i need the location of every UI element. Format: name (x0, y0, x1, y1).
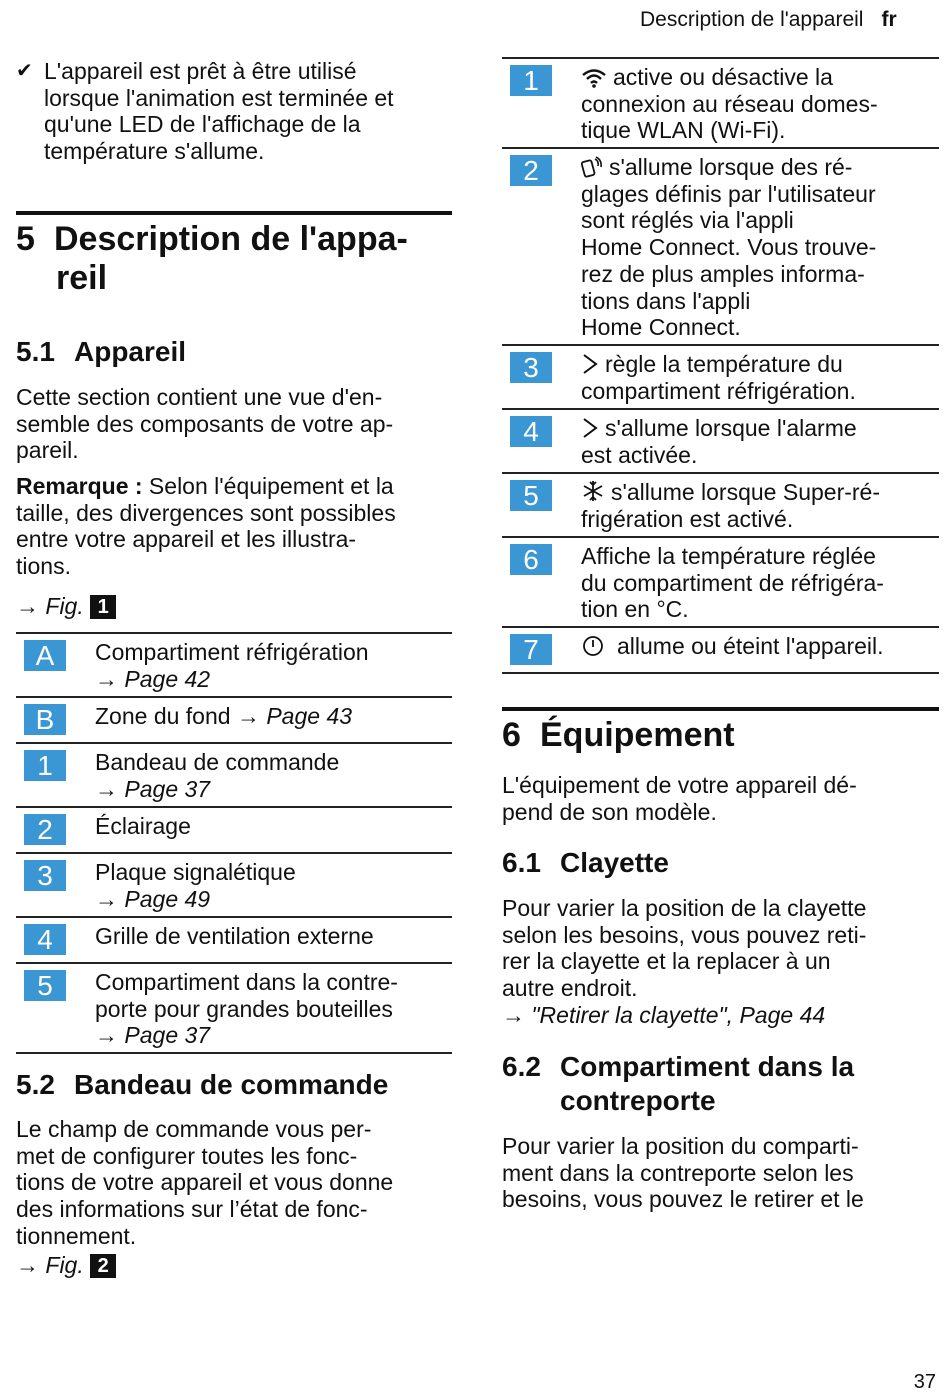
key-badge: 4 (24, 924, 66, 955)
table-row (502, 626, 939, 672)
table-row (502, 57, 939, 147)
row-text[interactable]: Zone du fond → Page 43 (95, 703, 353, 729)
table-row (16, 852, 452, 916)
key-badge: 6 (510, 544, 552, 575)
section-number: 5 (16, 220, 35, 258)
subsection-5-2-heading (16, 1068, 452, 1102)
text-line: met de configurer toutes les fonc- (16, 1142, 358, 1169)
text-line: Cette section contient une vue d'en- (16, 384, 383, 410)
snowflake-icon (581, 479, 605, 503)
page-link[interactable]: → Page 42 (95, 665, 211, 692)
table-row (16, 962, 452, 1052)
text-line: Selon l'équipement et la (142, 473, 394, 499)
row-text: frigération est activé. (581, 505, 794, 532)
text-line: pareil. (16, 437, 79, 464)
door-compartment-paragraph (502, 1133, 939, 1213)
key-badge: 4 (510, 416, 552, 447)
key-badge: 5 (510, 480, 552, 511)
text-line: besoins, vous pouvez le retirer et le (502, 1186, 864, 1213)
key-badge: 1 (510, 65, 552, 96)
subsection-title: Compartiment dans la (560, 1051, 855, 1082)
key-badge: 3 (24, 860, 66, 891)
app-icon (581, 156, 603, 178)
row-text: active ou désactive la (613, 64, 833, 90)
fig-number-badge: 1 (90, 595, 116, 619)
subsection-6-2-heading (502, 1050, 939, 1118)
row-text: glages définis par l'utilisateur (581, 180, 876, 207)
note-label: Remarque : (16, 473, 143, 499)
table-row (502, 344, 939, 408)
page-link[interactable]: → Page 37 (95, 775, 211, 802)
table-row (16, 632, 452, 696)
table-row (502, 147, 939, 344)
row-text: connexion au réseau domes- (581, 90, 878, 117)
row-text: Home Connect. (581, 314, 741, 341)
text-line: selon les besoins, vous pouvez reti- (502, 921, 867, 948)
row-text: du compartiment de réfrigéra- (581, 569, 884, 596)
text-line: Le champ de commande vous per- (16, 1116, 372, 1142)
row-text: allume ou éteint l'appareil. (617, 633, 884, 659)
row-text: Bandeau de commande (95, 749, 340, 775)
text-line: des informations sur l’état de fonc- (16, 1196, 368, 1223)
table-row (502, 408, 939, 472)
text-line: tions de votre appareil et vous donne (16, 1169, 394, 1196)
section-rule (16, 211, 452, 215)
subsection-title: Appareil (74, 336, 187, 367)
figure-reference[interactable] (16, 593, 452, 620)
row-text: tique WLAN (Wi-Fi). (581, 117, 786, 144)
page-link[interactable]: → Page 49 (95, 885, 211, 912)
controls-table (502, 57, 939, 674)
row-text: Home Connect. Vous trouve- (581, 234, 877, 261)
fig-label: Fig. (45, 593, 84, 619)
control-panel-paragraph (16, 1116, 452, 1250)
row-text: s'allume lorsque Super-ré- (611, 479, 881, 505)
text-line: taille, des divergences sont possibles (16, 499, 396, 526)
arrow-icon: → (16, 593, 39, 619)
power-icon (581, 635, 605, 657)
key-badge: B (24, 704, 66, 735)
row-text: s'allume lorsque des ré- (609, 154, 853, 180)
note-paragraph (16, 473, 452, 580)
table-row (502, 472, 939, 536)
text-line: Pour varier la position de la clayette (502, 895, 867, 921)
subsection-title-cont: contreporte (560, 1085, 716, 1116)
ready-check-item (16, 58, 452, 165)
subsection-5-1-heading (16, 335, 452, 369)
text-line: ment dans la contreporte selon les (502, 1159, 854, 1186)
section-title-cont: reil (56, 259, 108, 297)
section-number: 6 (502, 716, 521, 754)
row-text: tions dans l'appli (581, 287, 751, 314)
text-line: pend de son modèle. (502, 798, 717, 825)
fig-label: Fig. (45, 1252, 84, 1278)
text-line: Pour varier la position du comparti- (502, 1133, 859, 1159)
shelf-paragraph (502, 895, 939, 1029)
text-line: semble des composants de votre ap- (16, 410, 394, 437)
row-text: est activée. (581, 441, 698, 468)
text-line: lorsque l'animation est terminée et (44, 84, 394, 111)
page-number: 37 (913, 1371, 936, 1393)
subsection-number: 6.2 (502, 1051, 541, 1082)
table-row (16, 742, 452, 806)
key-badge: 2 (510, 155, 552, 186)
text-line: tionnement. (16, 1222, 137, 1249)
language-code: fr (881, 8, 897, 31)
running-header (640, 8, 940, 32)
key-badge: 1 (24, 750, 66, 781)
subsection-title: Clayette (560, 847, 669, 878)
row-text: Grille de ventilation externe (95, 923, 374, 949)
key-badge: 7 (510, 634, 552, 665)
figure-reference[interactable] (16, 1252, 452, 1279)
row-text: s'allume lorsque l'alarme (605, 415, 857, 441)
key-badge: 3 (510, 352, 552, 383)
text-line: L'équipement de votre appareil dé- (502, 772, 857, 798)
table-row (502, 536, 939, 626)
header-title: Description de l'appareil (640, 8, 864, 31)
wifi-icon (581, 68, 607, 88)
text-line: tions. (16, 553, 71, 580)
key-badge: 5 (24, 970, 66, 1001)
text-line: rer la clayette et la replacer à un (502, 948, 831, 975)
key-badge: A (24, 640, 66, 671)
row-text: compartiment réfrigération. (581, 377, 856, 404)
text-line: entre votre appareil et les illustra- (16, 526, 357, 553)
table-row (16, 696, 452, 742)
row-text: porte pour grandes bouteilles (95, 995, 393, 1022)
key-badge: 2 (24, 814, 66, 845)
subsection-number: 5.1 (16, 336, 55, 367)
text-line: autre endroit. (502, 975, 638, 1002)
subsection-number: 6.1 (502, 847, 541, 878)
row-text: Éclairage (95, 813, 191, 839)
text-line: qu'une LED de l'affichage de la (44, 111, 361, 138)
section-title: Description de l'appa- (54, 220, 408, 258)
overview-paragraph (16, 384, 452, 464)
row-text: Compartiment dans la contre- (95, 969, 398, 995)
text-line: température s'allume. (44, 138, 265, 165)
chevron-right-icon (581, 353, 599, 375)
row-text: règle la température du (605, 351, 843, 377)
cross-reference-link[interactable]: → "Retirer la clayette", Page 44 (502, 1001, 826, 1028)
subsection-number: 5.2 (16, 1069, 55, 1100)
arrow-icon: → (16, 1252, 39, 1278)
page-link[interactable]: → Page 37 (95, 1022, 211, 1049)
section-title: Équipement (540, 716, 735, 754)
row-text: rez de plus amples informa- (581, 260, 865, 287)
row-text: Compartiment réfrigération (95, 639, 369, 665)
subsection-6-1-heading (502, 846, 939, 880)
section-6-heading (502, 716, 939, 755)
equipment-paragraph (502, 772, 939, 825)
row-text: tion en °C. (581, 596, 689, 623)
subsection-title: Bandeau de commande (74, 1069, 389, 1100)
text-line: L'appareil est prêt à être utilisé (44, 58, 357, 84)
section-rule (502, 707, 939, 711)
checkmark-icon: ✔ (16, 60, 33, 82)
row-text: sont réglés via l'appli (581, 207, 794, 234)
table-row (16, 806, 452, 852)
table-row (16, 916, 452, 962)
chevron-right-icon (581, 417, 599, 439)
row-text: Plaque signalétique (95, 859, 296, 885)
components-table (16, 632, 452, 1054)
fig-number-badge: 2 (90, 1254, 116, 1278)
section-5-heading (16, 220, 452, 298)
row-text: Affiche la température réglée (581, 543, 876, 569)
